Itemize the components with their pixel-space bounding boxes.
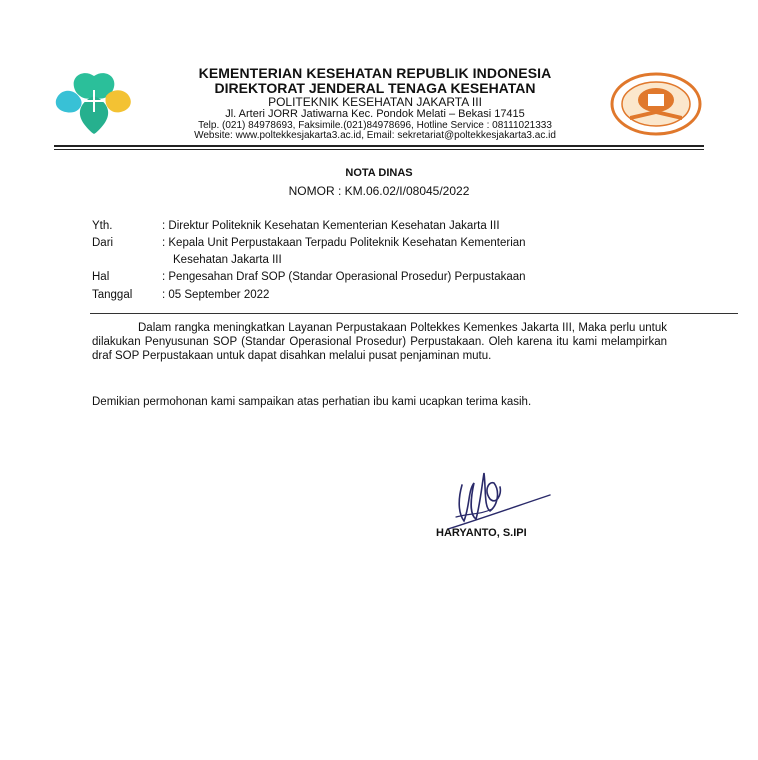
institution-name: POLITEKNIK KESEHATAN JAKARTA III bbox=[268, 95, 482, 109]
header-divider-thin bbox=[54, 149, 704, 150]
kemenkes-logo-icon bbox=[54, 70, 134, 136]
to-label: Yth. bbox=[92, 220, 113, 232]
subject-label: Hal bbox=[92, 271, 110, 283]
directorate-name: DIREKTORAT JENDERAL TENAGA KESEHATAN bbox=[214, 80, 536, 96]
from-label: Dari bbox=[92, 237, 114, 249]
ministry-name: KEMENTERIAN KESEHATAN REPUBLIK INDONESIA bbox=[198, 65, 552, 81]
date-label: Tanggal bbox=[92, 289, 133, 301]
phone-info: Telp. (021) 84978693, Faksimile.(021)84978696, Hotline Service : 08111021333 bbox=[198, 120, 552, 131]
header-divider-thick bbox=[54, 145, 704, 147]
from-value: : Kepala Unit Perpustakaan Terpadu Politeknik Kesehatan Kementerian bbox=[162, 237, 526, 249]
closing-text: Demikian permohonan kami sampaikan atas perhatian ibu kami ucapkan terima kasih. bbox=[92, 396, 532, 408]
to-value: : Direktur Politeknik Kesehatan Kementerian Kesehatan Jakarta III bbox=[162, 220, 500, 232]
fields-divider bbox=[90, 313, 738, 314]
memo-number: NOMOR : KM.06.02/I/08045/2022 bbox=[288, 184, 470, 198]
address: Jl. Arteri JORR Jatiwarna Kec. Pondok Melati – Bekasi 17415 bbox=[225, 108, 525, 120]
body-paragraph: Dalam rangka meningkatkan Layanan Perpustakaan Poltekkes Kemenkes Jakarta III, Maka perlu untuk dilakukan Penyusunan SOP (Standar Operasional Prosedur) Perpustakaan. Oleh karena itu kami melampirkan draf SOP Perpustakaan untuk dapat disahkan melalui pusat penjaminan mutu. bbox=[92, 322, 667, 362]
signature-icon bbox=[440, 455, 555, 535]
poltekkes-seal-icon bbox=[610, 72, 702, 136]
date-value: : 05 September 2022 bbox=[162, 289, 270, 301]
from-value-continued: Kesehatan Jakarta III bbox=[173, 254, 282, 266]
subject-value: : Pengesahan Draf SOP (Standar Operasional Prosedur) Perpustakaan bbox=[162, 271, 526, 283]
website-info: Website: www.poltekkesjakarta3.ac.id, Email: sekretariat@poltekkesjakarta3.ac.id bbox=[194, 130, 556, 141]
memo-title: NOTA DINAS bbox=[345, 167, 413, 179]
signatory-name: HARYANTO, S.IPI bbox=[436, 527, 527, 539]
